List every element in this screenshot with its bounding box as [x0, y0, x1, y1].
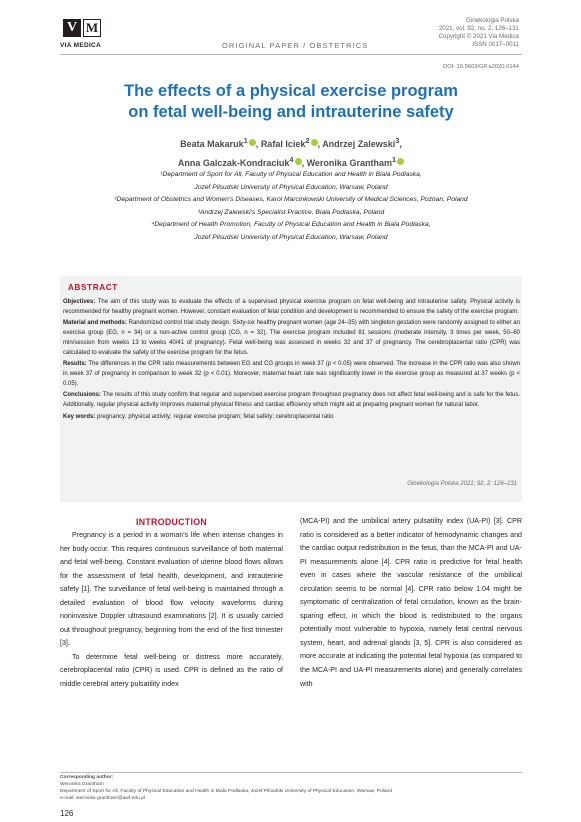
abstract-conclusions: [63, 391, 520, 410]
section-tag: ORIGINAL PAPER / OBSTETRICS: [222, 41, 369, 50]
body-column-left: [60, 529, 283, 692]
article-title: [60, 81, 522, 123]
author-name: Beata Makaruk: [180, 139, 244, 149]
keywords-text: pregnancy; physical activity; regular exercise program; fetal safety; cerebroplacental ratio: [97, 413, 334, 420]
logo-letter-m: M: [83, 19, 101, 37]
title-line-2: on fetal well-being and intrauterine safety: [128, 103, 454, 121]
orcid-icon[interactable]: [311, 139, 318, 146]
journal-name: Ginekologia Polska: [466, 17, 519, 24]
header-divider: [60, 54, 522, 55]
orcid-icon[interactable]: [249, 139, 256, 146]
body-column-right: [300, 515, 522, 691]
author-name: Rafal Iciek: [260, 139, 306, 149]
abstract-keywords: [63, 413, 520, 423]
affiliation-line: ¹Department of Sport for All, Faculty of Physical Education and Health in Biala Podlaska,: [160, 171, 422, 178]
page-number: 126: [60, 809, 74, 818]
abstract-objectives: [63, 298, 520, 317]
authors-line-2: Anna Galczak-Kondraciuk$^4$ , Weronika Grantham$^1$: [60, 152, 522, 171]
body-paragraph: To determine fetal well-being or distress more accurately, cerebroplacental ratio (CPR) is used. CPR is defined as the ratio of middle cerebral artery pulsatility index: [60, 652, 283, 689]
journal-copyright: Copyright © 2021 Via Medica: [438, 33, 519, 40]
orcid-icon[interactable]: [397, 158, 404, 165]
author-affiliation-sup: 1: [391, 155, 397, 164]
body-paragraph: Pregnancy is a period in a woman's life when intense changes in her body occur. This requires continuous surveillance of both maternal and fetal well-being. Constant evaluation of uterine blood flows allows for the assessment of fetal health, development, and intrauterine safety [1]. The surveillance of fetal well-being is maintained through a detailed evaluation of blood flow velocity waveforms during noninvasive Doppler ultrasound examinations [2]. It is usually carried out throughout pregnancy, beginning from the end of the first trimester [3].: [60, 531, 283, 648]
author-affiliation-sup: 3: [395, 136, 400, 145]
journal-issn: ISSN 0017–0011: [472, 41, 519, 48]
results-text: The differences in the CPR ratio measurements between EG and CG groups in week 37 (p < 0.05) were observed. The increase in the CPR ratio was also shown in week 37 of pregnancy in comparison to week 32 (p < 0.01). Moreover, maternal heart rate was significantly lower in the exercise group as measured at 37 weeks (p < 0.05).: [63, 361, 520, 387]
conclusions-label: Conclusions:: [63, 392, 102, 399]
author-name: Anna Galczak-Kondraciuk: [177, 158, 290, 168]
affiliation-line: Jozef Pilsudski University of Physical Education, Warsaw, Poland: [194, 183, 388, 191]
author-name: Weronika Grantham: [306, 158, 392, 168]
objectives-text: The aim of this study was to evaluate the effects of a supervised physical exercise program on fetal well-being and intrauterine safety. Physical activity is recommended for healthy pregnant women. However, constant evaluation of fetal condition and development is recommended to ensure the safety of the exercise program.: [63, 299, 520, 315]
author-affiliation-sup: 4: [289, 155, 294, 164]
via-medica-logo: [63, 19, 103, 41]
doi-link[interactable]: DOI: 10.5603/GP.a2020.0144: [443, 64, 519, 70]
corresponding-author: [60, 774, 392, 802]
publisher-name: VIA MEDICA: [60, 42, 102, 49]
corresponding-author-label: Corresponding author:: [60, 775, 114, 780]
body-paragraph: (MCA-PI) and the umbilical artery pulsatility index (UA-PI) [3]. CPR ratio is considered as a better indicator of hemodynamic changes and the cardiac output redistribution in the fetus, than the MCA-PI and UA-PI measurements alone [4]. CPR ratio is predictive for fetal health even in cases where the vascular resistance of the umbilical circulation seems to be normal [4]. CPR ratio below 1.04 might be symptomatic of centralization of fetal circulation, known as the brain-sparing effect, in which the blood is redistributed to the organs potentially most vulnerable to hypoxia, namely fetal central nervous system, heart, and adrenal glands [3, 5]. CPR is also considered as more accurate at indicating the potential fetal hypoxia (as compared to the MCA-PI and UA-PI measurements alone) and generally correlates with: [300, 517, 522, 688]
abstract-body: [63, 298, 520, 424]
abstract-results: [63, 360, 520, 389]
abstract-citation: Ginekologia Polska 2021; 92, 2: 126–131: [407, 481, 517, 487]
corresponding-author-email[interactable]: e-mail: weronika.grantham@awf.edu.pl: [60, 796, 145, 801]
introduction-heading: INTRODUCTION: [135, 517, 208, 527]
abstract-methods: [63, 319, 520, 358]
methods-text: Randomized control trial study design. Sixty-six healthy pregnant women (age 24–35) with singleton gestation were randomly assigned to either an exercise group (EG, n = 34) or a non-active control group (CG, n = 32). The exercise program included 81 sessions (moderate intensity, 3 times per week, 50–60 min/session from weeks 13 to weeks 40/41 of pregnancy). Fetal well-being was assessed in weeks 32 and 37 of pregnancy. The cerebroplacental ratio (CPR) was calculated to evaluate the safety of the exercise program for the fetus.: [63, 320, 520, 356]
journal-info: [439, 17, 519, 49]
affiliation-line: ⁴Department of Health Promotion, Faculty of Physical Education and Health in Biala Podlaska,: [151, 221, 431, 228]
corresponding-author-name: Weronika Grantham: [60, 782, 104, 787]
abstract-heading: ABSTRACT: [68, 283, 118, 292]
logo-letter-v: V: [63, 19, 81, 37]
affiliation-line: ²Department of Obstetrics and Women's Diseases, Karol Marcinkowski University of Medical Sciences, Poznan, Poland: [114, 196, 468, 203]
affiliation-line: Jozef Pilsudski University of Physical Education, Warsaw, Poland: [194, 233, 388, 241]
affiliations: [60, 169, 522, 244]
corresponding-author-address: Department of Sport for All, Faculty of Physical Education and Health in Biala Podlaska, Jozef Pilsudski University of Physical Education, Warsaw, Poland: [60, 789, 392, 794]
conclusions-text: The results of this study confirm that regular and supervised exercise program throughout pregnancy does not affect fetal well-being and is safe for the fetus. Additionally, regular physical activity improves maternal physical fitness and cardiac efficiency which might aid at preparing pregnant women for natural labor.: [63, 392, 520, 409]
objectives-label: Objectives:: [63, 299, 96, 305]
affiliation-line: ³Andrzej Zalewski's Specialist Practice, Biala Podlaska, Poland: [197, 208, 385, 216]
footer-divider: [60, 772, 522, 773]
orcid-icon[interactable]: [295, 158, 302, 165]
journal-volume: 2021, vol. 92, no. 2, 126–131: [438, 25, 519, 32]
title-line-1: The effects of a physical exercise program: [124, 82, 458, 100]
author-affiliation-sup: 2: [305, 136, 310, 145]
author-list: [60, 133, 522, 171]
author-affiliation-sup: 1: [243, 136, 248, 145]
keywords-label: Key words:: [63, 413, 96, 420]
methods-label: Material and methods:: [63, 320, 127, 327]
author-name: Andrzej Zalewski: [322, 139, 396, 149]
authors-line-1: Beata Makaruk$^1$ , Rafal Iciek$^2$ , Andrzej Zalewski$^3$,: [180, 136, 402, 149]
results-label: Results:: [63, 361, 87, 368]
